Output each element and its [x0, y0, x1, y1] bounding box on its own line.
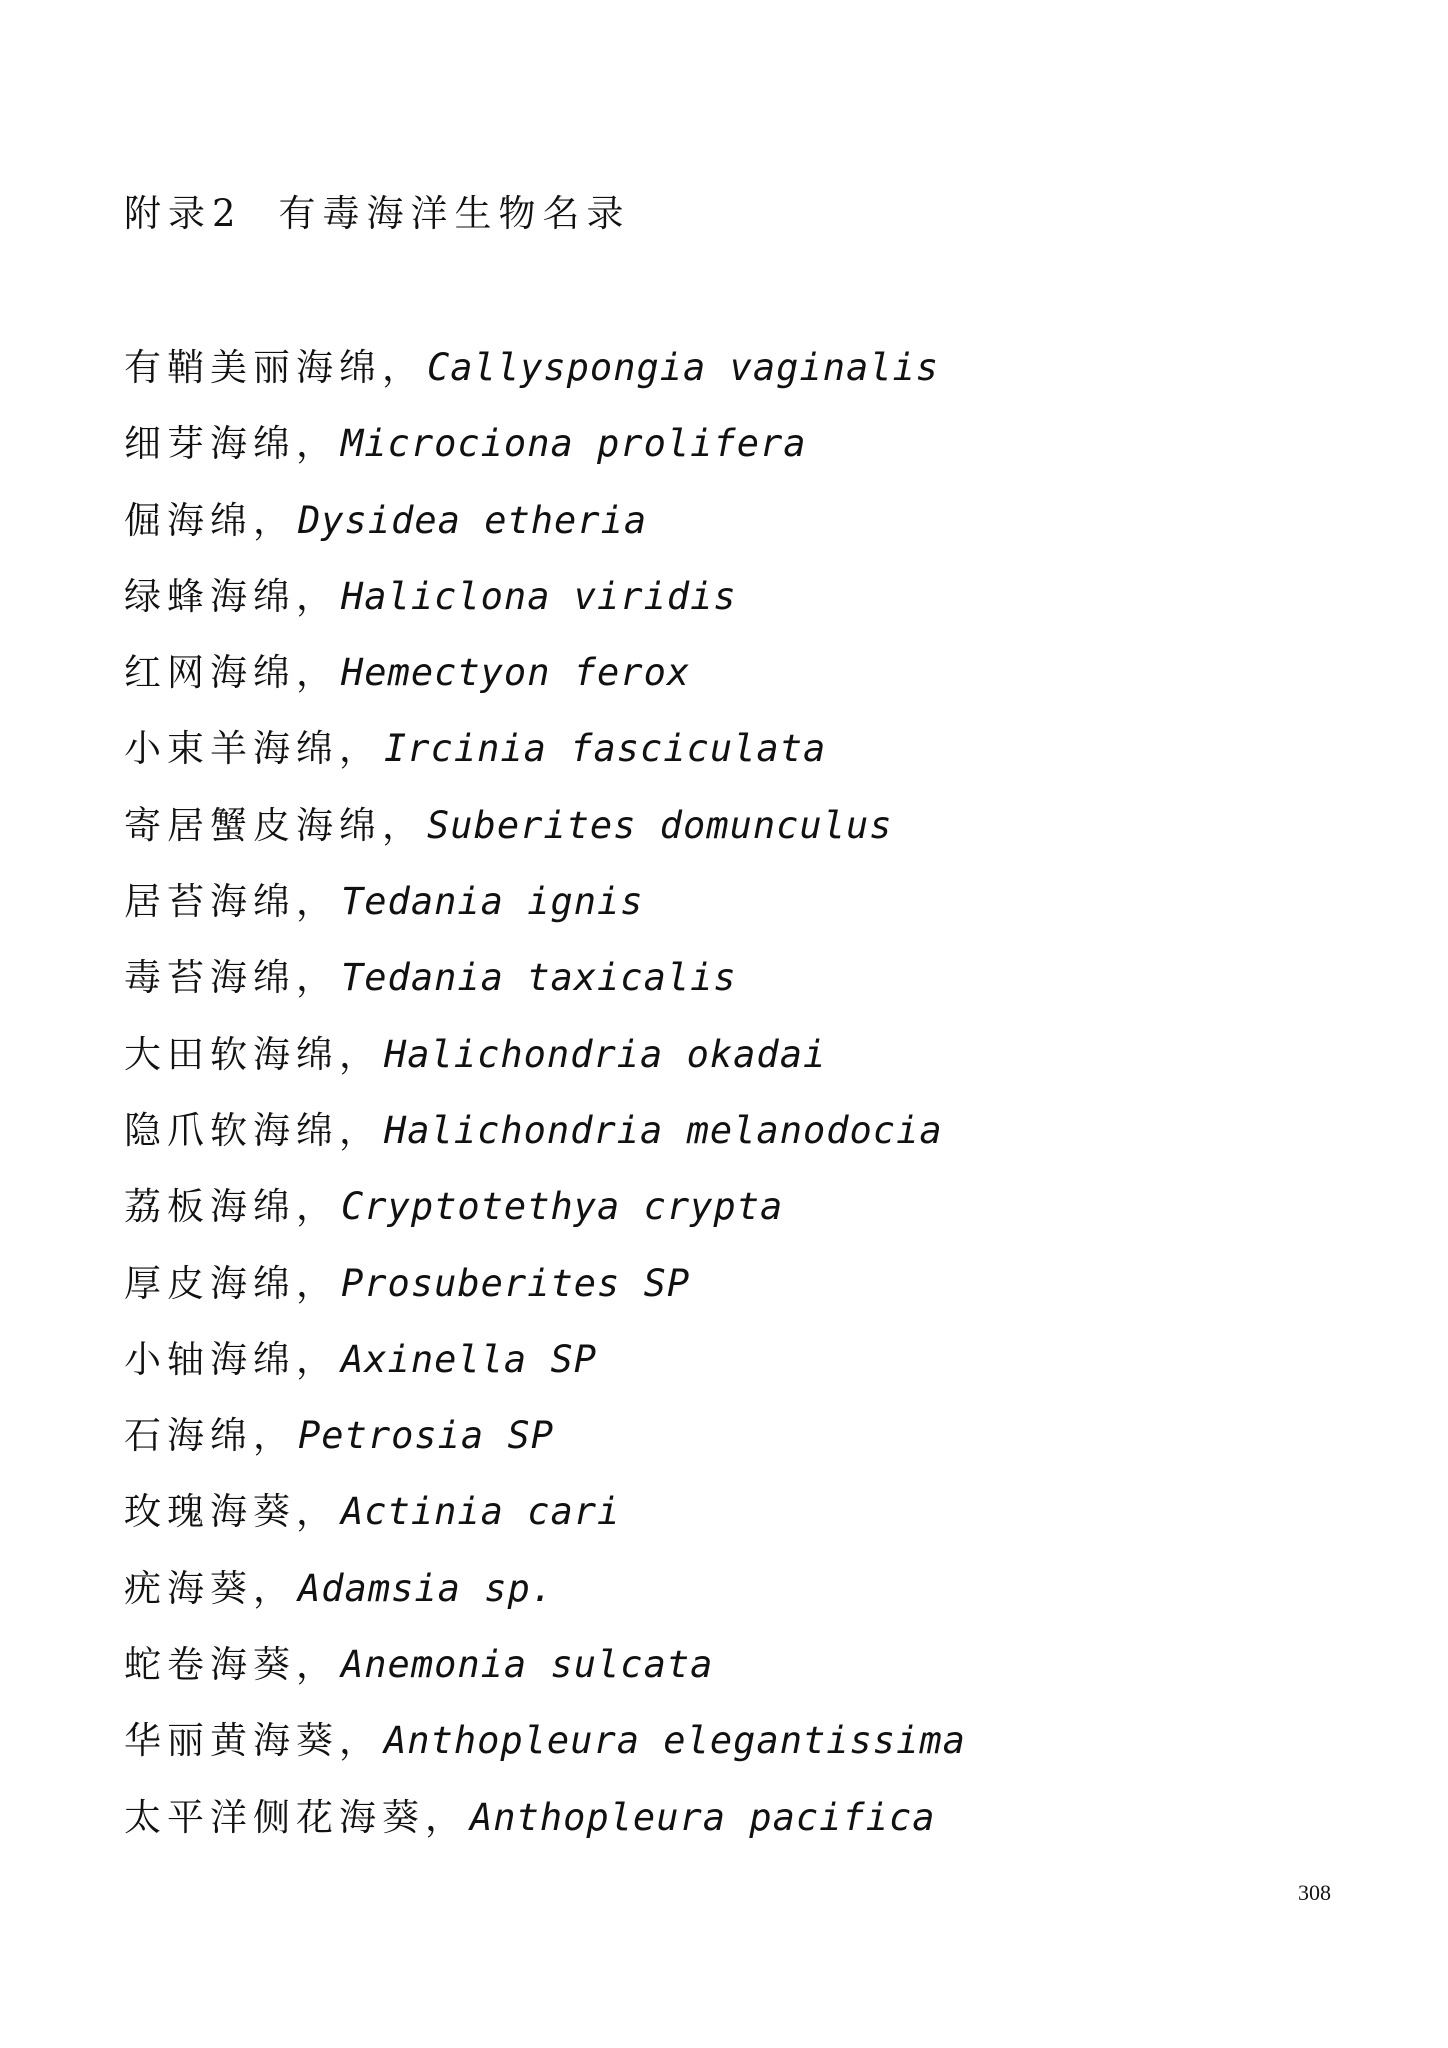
latin-name: Tedania ignis — [341, 880, 644, 924]
chinese-name: 倔海绵 — [124, 498, 253, 542]
page-title — [124, 188, 631, 240]
latin-name: Petrosia SP — [298, 1414, 555, 1458]
species-entry — [124, 952, 966, 1028]
species-entry — [124, 1105, 966, 1181]
species-entry — [124, 495, 966, 571]
latin-name: Adamsia sp. — [298, 1566, 555, 1610]
separator: ， — [382, 346, 419, 389]
chinese-name: 有鞘美丽海绵 — [124, 346, 382, 389]
species-entry — [124, 1563, 966, 1639]
chinese-name: 小轴海绵 — [124, 1337, 296, 1381]
separator: ， — [296, 574, 333, 618]
latin-name: Ircinia fasciculata — [384, 727, 827, 771]
separator: ， — [296, 1261, 333, 1305]
species-entry — [124, 571, 966, 647]
latin-name: Prosuberites SP — [341, 1261, 691, 1305]
species-entry — [124, 1639, 966, 1715]
separator: ， — [296, 1643, 333, 1687]
species-entry — [124, 1258, 966, 1334]
latin-name: Hemectyon ferox — [341, 651, 691, 695]
species-entry — [124, 876, 966, 952]
chinese-name: 荔板海绵 — [124, 1185, 296, 1229]
species-entry — [124, 418, 966, 494]
latin-name: Anemonia sulcata — [341, 1643, 714, 1687]
chinese-name: 石海绵 — [124, 1414, 253, 1458]
chinese-name: 厚皮海绵 — [124, 1261, 296, 1305]
appendix-title: 有毒海洋生物名录 — [278, 192, 631, 235]
species-entry — [124, 1181, 966, 1257]
chinese-name: 绿蜂海绵 — [124, 574, 296, 618]
chinese-name: 细芽海绵 — [124, 422, 296, 466]
separator: ， — [253, 1566, 290, 1610]
species-entry — [124, 342, 966, 418]
chinese-name: 玫瑰海葵 — [124, 1490, 296, 1534]
species-entry — [124, 1715, 966, 1791]
species-entry — [124, 1334, 966, 1410]
appendix-label: 附录2 — [124, 192, 243, 235]
latin-name: Haliclona viridis — [341, 574, 737, 618]
separator: ， — [296, 956, 333, 1000]
separator: ， — [296, 651, 333, 695]
chinese-name: 小束羊海绵 — [124, 727, 339, 771]
separator: ， — [296, 1490, 333, 1534]
latin-name: Anthopleura pacifica — [470, 1795, 936, 1839]
latin-name: Halichondria melanodocia — [384, 1108, 943, 1152]
chinese-name: 隐爪软海绵 — [124, 1108, 339, 1152]
chinese-name: 华丽黄海葵 — [124, 1719, 339, 1763]
latin-name: Anthopleura elegantissima — [384, 1719, 966, 1763]
separator: ， — [425, 1795, 462, 1839]
chinese-name: 疣海葵 — [124, 1566, 253, 1610]
separator: ， — [382, 803, 419, 847]
species-entry — [124, 1792, 966, 1868]
separator: ， — [339, 1108, 376, 1152]
chinese-name: 红网海绵 — [124, 651, 296, 695]
chinese-name: 太平洋侧花海葵 — [124, 1795, 425, 1839]
chinese-name: 毒苔海绵 — [124, 956, 296, 1000]
separator: ， — [339, 727, 376, 771]
latin-name: Axinella SP — [341, 1337, 598, 1381]
species-entry — [124, 647, 966, 723]
chinese-name: 居苔海绵 — [124, 880, 296, 924]
species-list — [124, 342, 966, 1868]
latin-name: Halichondria okadai — [384, 1032, 827, 1076]
latin-name: Callyspongia vaginalis — [427, 346, 940, 389]
species-entry — [124, 800, 966, 876]
separator: ， — [296, 880, 333, 924]
chinese-name: 寄居蟹皮海绵 — [124, 803, 382, 847]
chinese-name: 蛇卷海葵 — [124, 1643, 296, 1687]
latin-name: Microciona prolifera — [341, 422, 807, 466]
separator: ， — [339, 1719, 376, 1763]
chinese-name: 大田软海绵 — [124, 1032, 339, 1076]
species-entry — [124, 1486, 966, 1562]
latin-name: Actinia cari — [341, 1490, 621, 1534]
latin-name: Cryptotethya crypta — [341, 1185, 784, 1229]
latin-name: Tedania taxicalis — [341, 956, 737, 1000]
separator: ， — [296, 1337, 333, 1381]
species-entry — [124, 723, 966, 799]
species-entry — [124, 1410, 966, 1486]
page-number: 308 — [1298, 1880, 1331, 1905]
latin-name: Dysidea etheria — [298, 498, 648, 542]
separator: ， — [296, 1185, 333, 1229]
separator: ， — [253, 1414, 290, 1458]
separator: ， — [253, 498, 290, 542]
separator: ， — [296, 422, 333, 466]
latin-name: Suberites domunculus — [427, 803, 893, 847]
separator: ， — [339, 1032, 376, 1076]
species-entry — [124, 1029, 966, 1105]
